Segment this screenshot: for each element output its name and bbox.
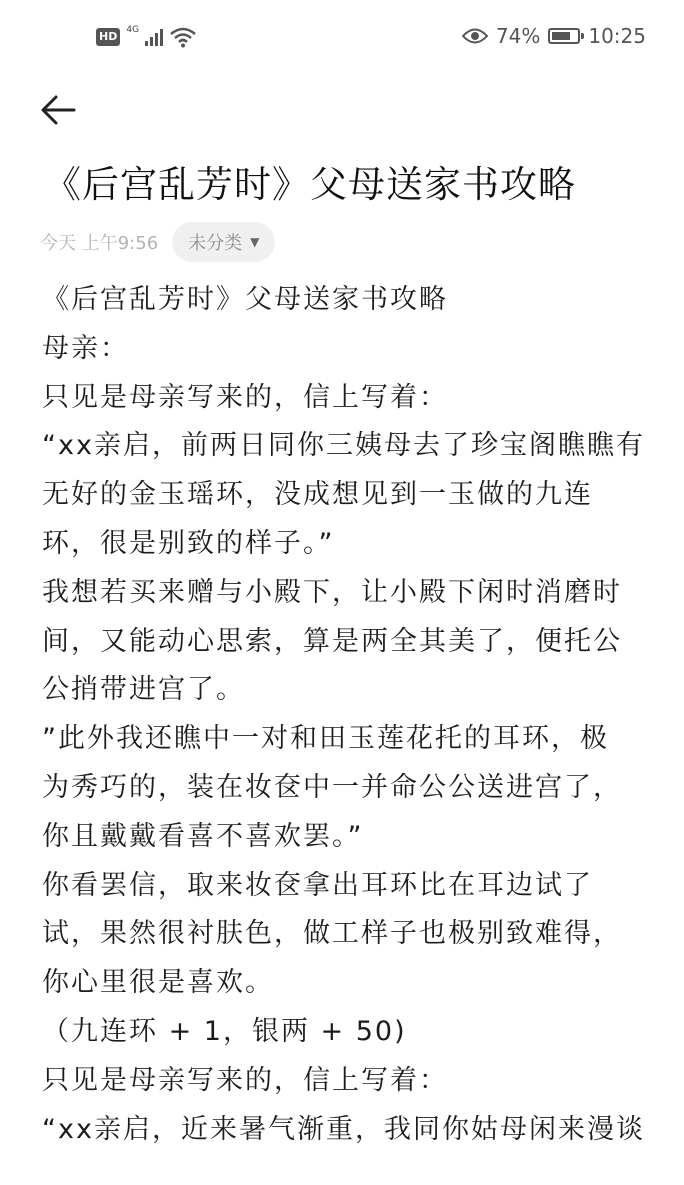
note-line: （九连环 + 1，银两 + 50) xyxy=(42,1015,407,1047)
note-line: 你心里很是喜欢。 xyxy=(42,967,274,999)
note-line: 间，又能动心思索，算是两全其美了，便托公 xyxy=(42,625,622,657)
note-line: 母亲： xyxy=(42,332,129,364)
network-type: 4G xyxy=(126,25,140,35)
note-line: 为秀巧的，装在妆奁中一并命公公送进宫了， xyxy=(42,771,622,803)
note-line: 环，很是别致的样子。” xyxy=(42,527,335,559)
status-left xyxy=(96,26,197,48)
note-meta xyxy=(40,222,275,262)
note-line: 试，果然很衬肤色，做工样子也极别致难得， xyxy=(42,918,622,950)
note-body[interactable] xyxy=(42,276,654,1154)
wifi-icon xyxy=(169,26,197,48)
note-line: 你看罢信，取来妆奁拿出耳环比在耳边试了 xyxy=(42,869,593,901)
note-line: 只见是母亲写来的，信上写着： xyxy=(42,1064,448,1096)
status-bar xyxy=(0,0,684,80)
category-label: 未分类 xyxy=(188,233,243,254)
status-right xyxy=(462,24,646,48)
battery-percent: 74% xyxy=(495,24,541,48)
note-line: ”此外我还瞧中一对和田玉莲花托的耳环，极 xyxy=(42,723,609,755)
battery-icon xyxy=(548,28,580,44)
note-line: “xx亲启，近来暑气渐重，我同你姑母闲来漫谈 xyxy=(42,1113,645,1145)
back-arrow-icon xyxy=(38,90,78,130)
clock: 10:25 xyxy=(588,24,646,48)
note-line: 《后宫乱芳时》父母送家书攻略 xyxy=(42,284,448,315)
category-dropdown[interactable] xyxy=(172,222,275,262)
note-title: 《后宫乱芳时》父母送家书攻略 xyxy=(44,163,576,206)
back-button[interactable] xyxy=(38,90,78,130)
note-line: 只见是母亲写来的，信上写着： xyxy=(42,381,448,413)
caret-down-icon: ▼ xyxy=(250,235,260,249)
signal-icon xyxy=(145,28,163,46)
note-line: 我想若买来赠与小殿下，让小殿下闲时消磨时 xyxy=(42,576,622,608)
hd-icon: HD xyxy=(96,28,120,46)
note-line: 无好的金玉瑶环，没成想见到一玉做的九连 xyxy=(42,479,593,511)
note-timestamp: 今天 上午9:56 xyxy=(40,233,159,254)
note-line: 你且戴戴看喜不喜欢罢。” xyxy=(42,820,364,852)
eye-icon xyxy=(462,27,488,45)
note-line: 公捎带进宫了。 xyxy=(42,674,245,706)
note-line: “xx亲启，前两日同你三姨母去了珍宝阁瞧瞧有 xyxy=(42,430,645,462)
